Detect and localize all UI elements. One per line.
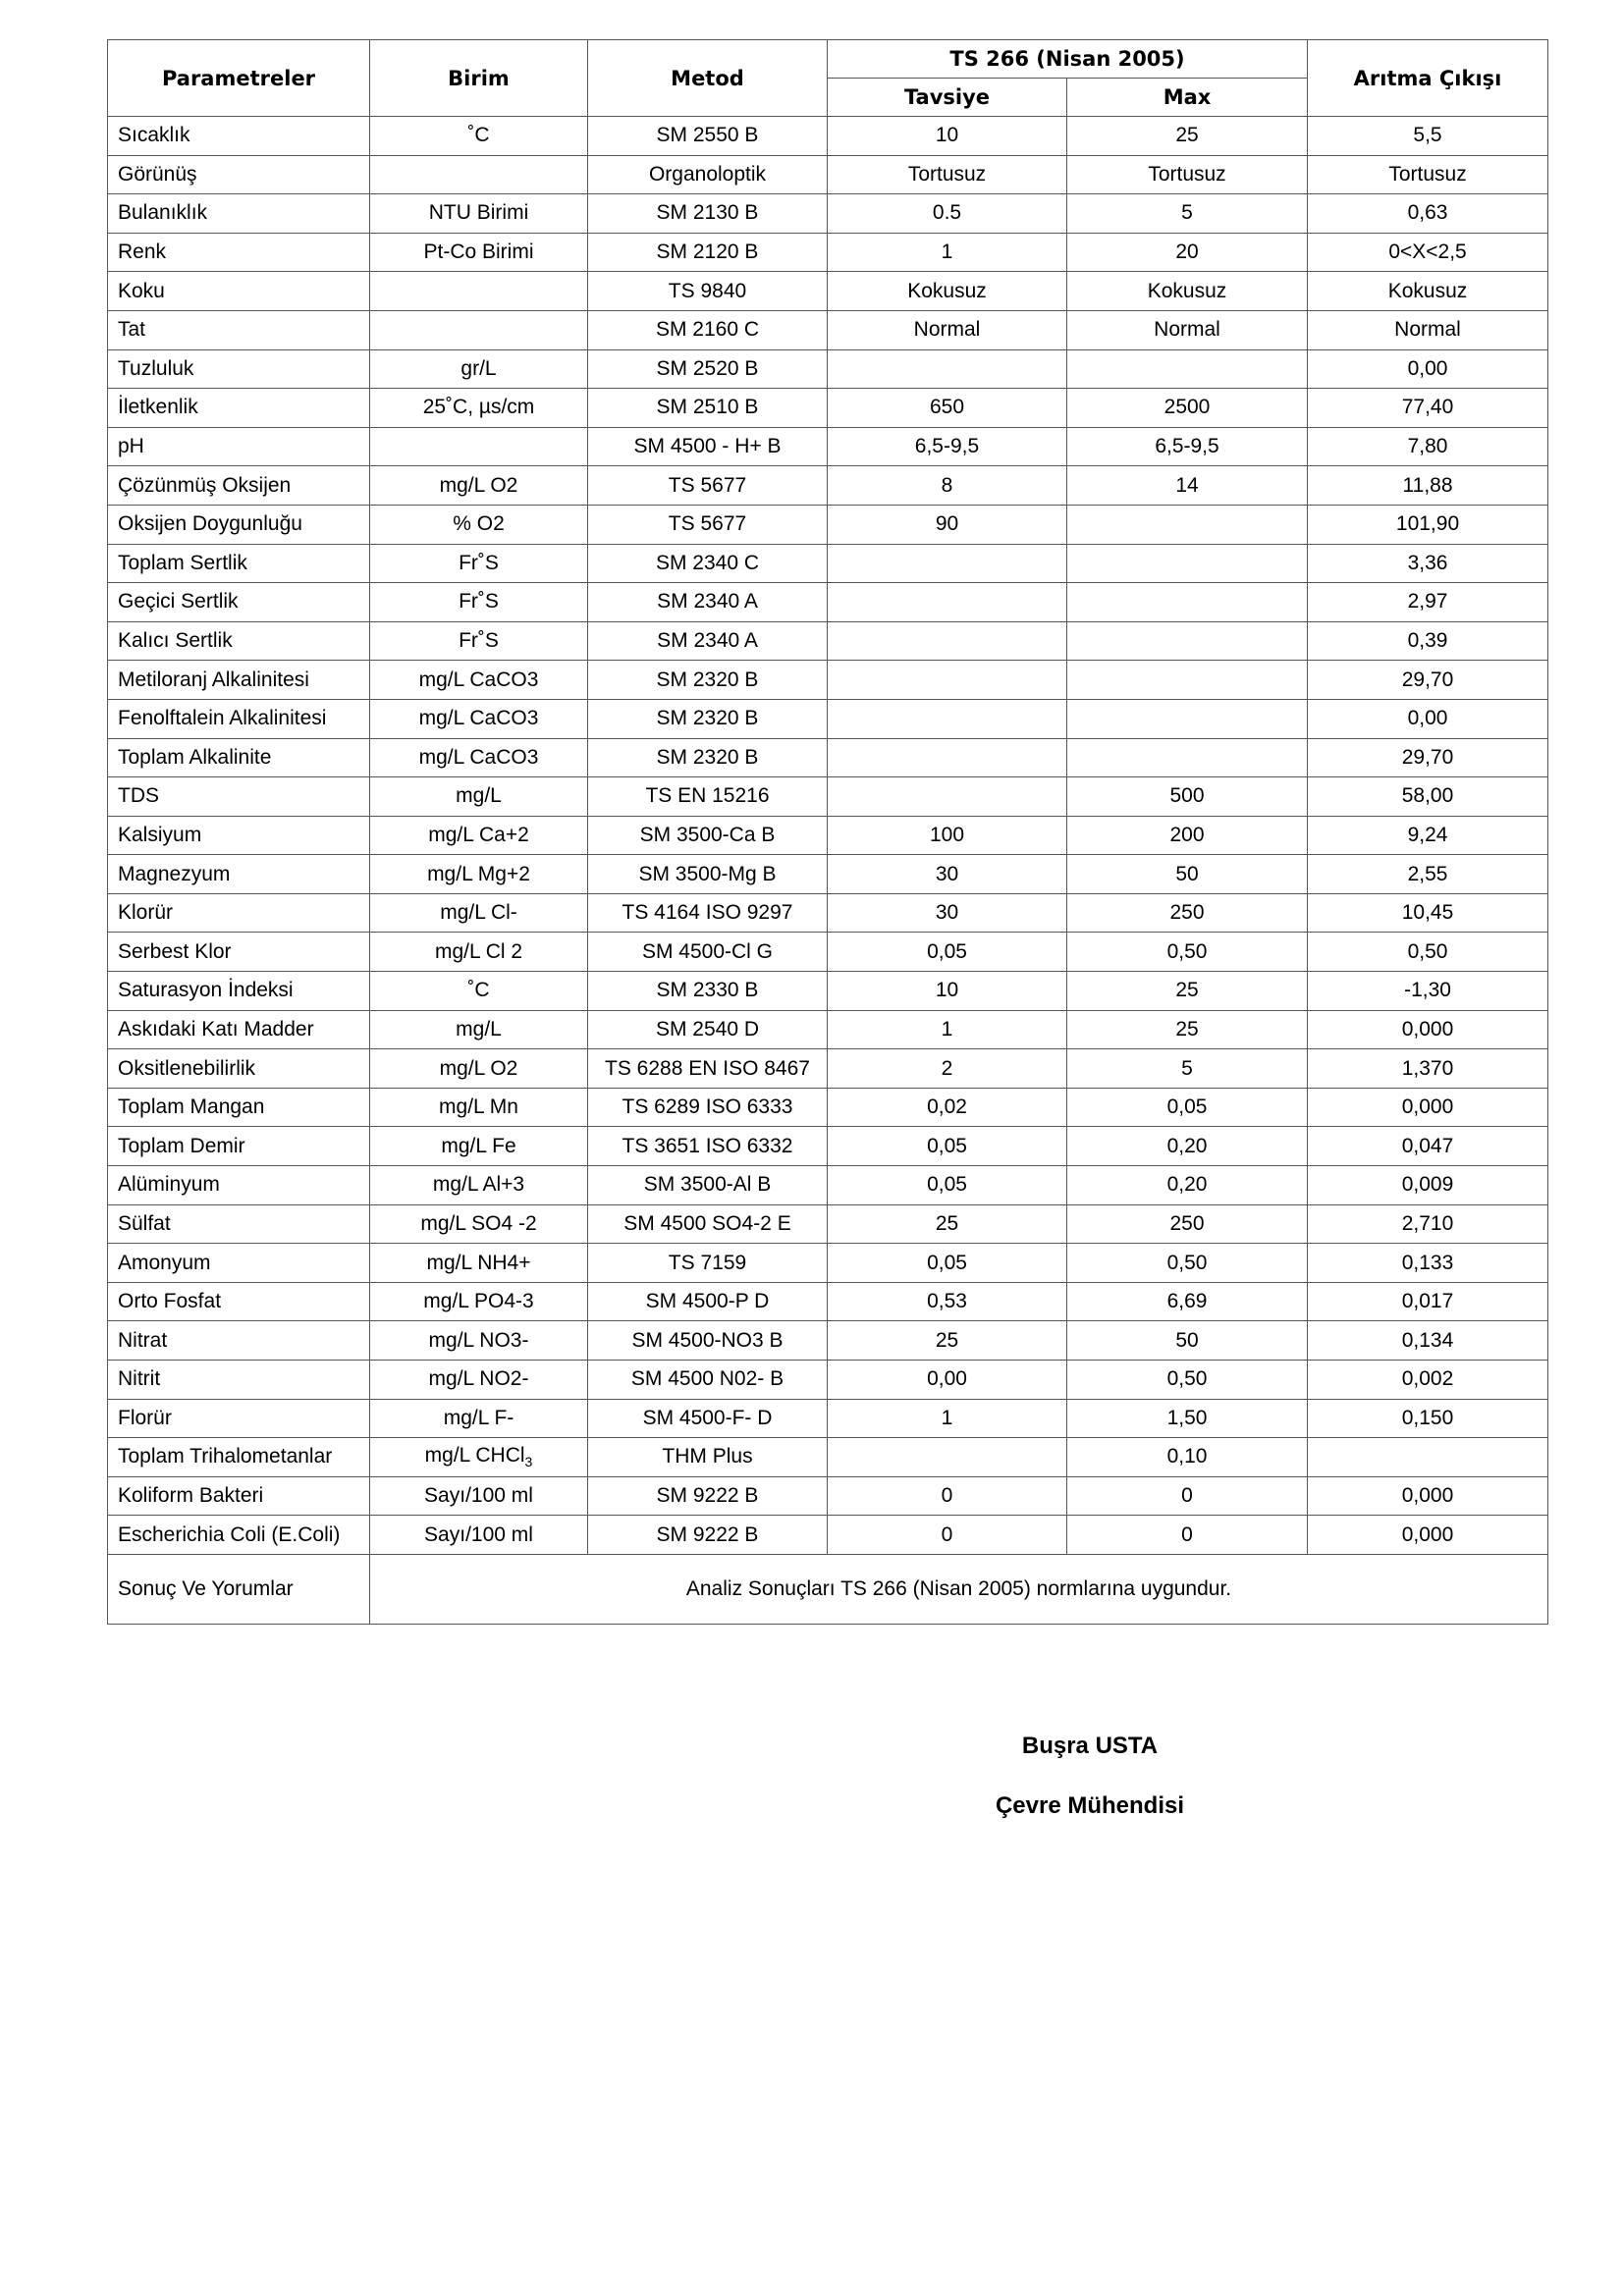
cell-parameter: Toplam Trihalometanlar: [108, 1438, 370, 1477]
cell-output: 0,000: [1308, 1088, 1548, 1127]
table-row: [108, 1438, 1548, 1477]
cell-method: SM 4500 N02- B: [588, 1361, 828, 1400]
col-header-unit: Birim: [370, 40, 588, 117]
cell-parameter: Toplam Mangan: [108, 1088, 370, 1127]
table-row: [108, 855, 1548, 894]
signature-title: Çevre Mühendisi: [995, 1792, 1185, 1819]
cell-parameter: Oksitlenebilirlik: [108, 1049, 370, 1089]
cell-output: 0,002: [1308, 1361, 1548, 1400]
cell-method: TS EN 15216: [588, 777, 828, 817]
table-row: [108, 661, 1548, 700]
table-row: [108, 233, 1548, 272]
cell-recommended: [828, 1438, 1067, 1477]
cell-unit: % O2: [370, 505, 588, 544]
table-row: [108, 933, 1548, 972]
cell-recommended: 8: [828, 466, 1067, 506]
cell-method: SM 9222 B: [588, 1476, 828, 1516]
cell-unit: Fr˚S: [370, 621, 588, 661]
cell-parameter: Sülfat: [108, 1204, 370, 1244]
cell-output: 0,000: [1308, 1476, 1548, 1516]
cell-max: 50: [1067, 1321, 1308, 1361]
table-row: [108, 777, 1548, 817]
cell-recommended: 0,02: [828, 1088, 1067, 1127]
cell-max: 0,50: [1067, 933, 1308, 972]
result-row: [108, 1554, 1548, 1624]
cell-output: 29,70: [1308, 661, 1548, 700]
cell-max: 14: [1067, 466, 1308, 506]
cell-method: SM 2340 C: [588, 544, 828, 583]
cell-method: TS 9840: [588, 272, 828, 311]
cell-method: TS 6288 EN ISO 8467: [588, 1049, 828, 1089]
col-header-max: Max: [1067, 79, 1308, 117]
cell-unit: Sayı/100 ml: [370, 1476, 588, 1516]
cell-unit: mg/L CaCO3: [370, 738, 588, 777]
cell-unit: mg/L O2: [370, 466, 588, 506]
cell-recommended: [828, 583, 1067, 622]
cell-method: SM 2330 B: [588, 972, 828, 1011]
cell-parameter: Metiloranj Alkalinitesi: [108, 661, 370, 700]
cell-max: 0: [1067, 1476, 1308, 1516]
cell-parameter: Kalıcı Sertlik: [108, 621, 370, 661]
cell-output: 0,00: [1308, 349, 1548, 389]
cell-output: Normal: [1308, 310, 1548, 349]
table-row: [108, 972, 1548, 1011]
cell-method: SM 4500 - H+ B: [588, 427, 828, 466]
cell-unit: mg/L CaCO3: [370, 661, 588, 700]
cell-max: Tortusuz: [1067, 155, 1308, 194]
table-row: [108, 194, 1548, 234]
cell-method: SM 4500-Cl G: [588, 933, 828, 972]
table-row: [108, 117, 1548, 156]
cell-method: TS 3651 ISO 6332: [588, 1127, 828, 1166]
table-row: [108, 1127, 1548, 1166]
table-row: [108, 1476, 1548, 1516]
cell-max: 20: [1067, 233, 1308, 272]
cell-max: 25: [1067, 117, 1308, 156]
cell-output: 2,97: [1308, 583, 1548, 622]
cell-parameter: Tat: [108, 310, 370, 349]
cell-unit: gr/L: [370, 349, 588, 389]
cell-recommended: 10: [828, 117, 1067, 156]
cell-method: SM 2520 B: [588, 349, 828, 389]
cell-output: 11,88: [1308, 466, 1548, 506]
cell-output: 0,134: [1308, 1321, 1548, 1361]
cell-unit: mg/L NH4+: [370, 1244, 588, 1283]
cell-method: THM Plus: [588, 1438, 828, 1477]
cell-unit: mg/L CaCO3: [370, 699, 588, 738]
table-row: [108, 272, 1548, 311]
cell-unit: mg/L Al+3: [370, 1166, 588, 1205]
cell-output: 0,133: [1308, 1244, 1548, 1283]
cell-method: SM 4500-NO3 B: [588, 1321, 828, 1361]
cell-parameter: pH: [108, 427, 370, 466]
cell-output: 0<X<2,5: [1308, 233, 1548, 272]
cell-parameter: Bulanıklık: [108, 194, 370, 234]
table-row: [108, 738, 1548, 777]
cell-method: TS 5677: [588, 466, 828, 506]
cell-recommended: 25: [828, 1321, 1067, 1361]
cell-unit: [370, 310, 588, 349]
cell-recommended: Normal: [828, 310, 1067, 349]
cell-max: 250: [1067, 1204, 1308, 1244]
cell-recommended: [828, 699, 1067, 738]
cell-recommended: 0,05: [828, 933, 1067, 972]
cell-output: 0,017: [1308, 1282, 1548, 1321]
cell-method: SM 3500-Ca B: [588, 816, 828, 855]
cell-unit: mg/L NO3-: [370, 1321, 588, 1361]
cell-recommended: 30: [828, 855, 1067, 894]
cell-max: 1,50: [1067, 1399, 1308, 1438]
cell-recommended: 2: [828, 1049, 1067, 1089]
cell-method: TS 6289 ISO 6333: [588, 1088, 828, 1127]
table-row: [108, 389, 1548, 428]
result-text: Analiz Sonuçları TS 266 (Nisan 2005) normlarına uygundur.: [370, 1554, 1548, 1624]
cell-unit: ˚C: [370, 117, 588, 156]
cell-recommended: 10: [828, 972, 1067, 1011]
cell-method: SM 2340 A: [588, 621, 828, 661]
cell-method: SM 4500-P D: [588, 1282, 828, 1321]
cell-recommended: 0,05: [828, 1244, 1067, 1283]
cell-max: 0,50: [1067, 1244, 1308, 1283]
cell-max: [1067, 544, 1308, 583]
cell-unit: mg/L: [370, 777, 588, 817]
cell-unit: mg/L Ca+2: [370, 816, 588, 855]
cell-output: 0,00: [1308, 699, 1548, 738]
table-row: [108, 349, 1548, 389]
table-row: [108, 621, 1548, 661]
cell-unit: mg/L CHCl$_3$: [370, 1438, 588, 1477]
cell-method: SM 3500-Al B: [588, 1166, 828, 1205]
cell-parameter: Nitrat: [108, 1321, 370, 1361]
cell-max: [1067, 699, 1308, 738]
cell-method: SM 2550 B: [588, 117, 828, 156]
cell-method: SM 4500-F- D: [588, 1399, 828, 1438]
table-row: [108, 816, 1548, 855]
cell-output: 5,5: [1308, 117, 1548, 156]
cell-output: 2,55: [1308, 855, 1548, 894]
col-header-method: Metod: [588, 40, 828, 117]
table-row: [108, 427, 1548, 466]
cell-parameter: Saturasyon İndeksi: [108, 972, 370, 1011]
cell-parameter: Toplam Demir: [108, 1127, 370, 1166]
cell-parameter: Tuzluluk: [108, 349, 370, 389]
cell-unit: [370, 272, 588, 311]
cell-max: 500: [1067, 777, 1308, 817]
cell-recommended: 0.5: [828, 194, 1067, 234]
cell-unit: mg/L SO4 -2: [370, 1204, 588, 1244]
col-header-output: Arıtma Çıkışı: [1308, 40, 1548, 117]
cell-max: 0,05: [1067, 1088, 1308, 1127]
cell-parameter: İletkenlik: [108, 389, 370, 428]
cell-parameter: Askıdaki Katı Madder: [108, 1010, 370, 1049]
cell-recommended: 0,05: [828, 1127, 1067, 1166]
cell-output: Kokusuz: [1308, 272, 1548, 311]
cell-output: 77,40: [1308, 389, 1548, 428]
col-header-recommended: Tavsiye: [828, 79, 1067, 117]
cell-max: 0,50: [1067, 1361, 1308, 1400]
table-row: [108, 893, 1548, 933]
cell-unit: mg/L Cl-: [370, 893, 588, 933]
cell-max: 6,69: [1067, 1282, 1308, 1321]
cell-method: TS 4164 ISO 9297: [588, 893, 828, 933]
cell-max: 2500: [1067, 389, 1308, 428]
cell-recommended: 1: [828, 233, 1067, 272]
cell-parameter: Amonyum: [108, 1244, 370, 1283]
cell-unit: ˚C: [370, 972, 588, 1011]
cell-output: 29,70: [1308, 738, 1548, 777]
cell-parameter: Renk: [108, 233, 370, 272]
cell-method: SM 4500 SO4-2 E: [588, 1204, 828, 1244]
cell-parameter: TDS: [108, 777, 370, 817]
cell-recommended: 0,53: [828, 1282, 1067, 1321]
cell-recommended: 30: [828, 893, 1067, 933]
cell-unit: Fr˚S: [370, 583, 588, 622]
cell-recommended: 0: [828, 1476, 1067, 1516]
cell-recommended: 0,05: [828, 1166, 1067, 1205]
cell-parameter: Oksijen Doygunluğu: [108, 505, 370, 544]
cell-max: 0,10: [1067, 1438, 1308, 1477]
cell-output: 10,45: [1308, 893, 1548, 933]
cell-max: Kokusuz: [1067, 272, 1308, 311]
cell-max: 5: [1067, 194, 1308, 234]
cell-recommended: 0,00: [828, 1361, 1067, 1400]
table-row: [108, 1282, 1548, 1321]
cell-parameter: Koku: [108, 272, 370, 311]
cell-method: TS 5677: [588, 505, 828, 544]
cell-unit: mg/L Cl 2: [370, 933, 588, 972]
cell-parameter: Orto Fosfat: [108, 1282, 370, 1321]
cell-method: SM 9222 B: [588, 1516, 828, 1555]
cell-unit: 25˚C, µs/cm: [370, 389, 588, 428]
table-row: [108, 1166, 1548, 1205]
cell-max: [1067, 738, 1308, 777]
table-row: [108, 583, 1548, 622]
header-row-1: [108, 40, 1548, 79]
cell-max: 0: [1067, 1516, 1308, 1555]
cell-output: 101,90: [1308, 505, 1548, 544]
cell-max: 25: [1067, 972, 1308, 1011]
cell-method: SM 2320 B: [588, 738, 828, 777]
cell-recommended: 650: [828, 389, 1067, 428]
cell-unit: [370, 427, 588, 466]
cell-output: 0,000: [1308, 1516, 1548, 1555]
cell-output: [1308, 1438, 1548, 1477]
cell-method: SM 2340 A: [588, 583, 828, 622]
cell-max: 0,20: [1067, 1127, 1308, 1166]
cell-max: [1067, 505, 1308, 544]
cell-method: SM 2120 B: [588, 233, 828, 272]
table-row: [108, 1399, 1548, 1438]
table-row: [108, 1010, 1548, 1049]
cell-unit: NTU Birimi: [370, 194, 588, 234]
cell-output: 58,00: [1308, 777, 1548, 817]
cell-output: 0,047: [1308, 1127, 1548, 1166]
cell-recommended: [828, 621, 1067, 661]
table-body: [108, 117, 1548, 1555]
table-row: [108, 1244, 1548, 1283]
cell-max: 250: [1067, 893, 1308, 933]
cell-output: 0,000: [1308, 1010, 1548, 1049]
cell-unit: mg/L PO4-3: [370, 1282, 588, 1321]
cell-max: 5: [1067, 1049, 1308, 1089]
col-header-standard: TS 266 (Nisan 2005): [828, 40, 1308, 79]
table-row: [108, 505, 1548, 544]
cell-output: 7,80: [1308, 427, 1548, 466]
cell-unit: mg/L O2: [370, 1049, 588, 1089]
cell-method: SM 2320 B: [588, 661, 828, 700]
cell-recommended: 100: [828, 816, 1067, 855]
cell-parameter: Fenolftalein Alkalinitesi: [108, 699, 370, 738]
cell-method: SM 3500-Mg B: [588, 855, 828, 894]
cell-parameter: Alüminyum: [108, 1166, 370, 1205]
cell-recommended: [828, 544, 1067, 583]
cell-unit: mg/L NO2-: [370, 1361, 588, 1400]
cell-parameter: Florür: [108, 1399, 370, 1438]
cell-unit: Fr˚S: [370, 544, 588, 583]
cell-parameter: Toplam Sertlik: [108, 544, 370, 583]
table-row: [108, 1321, 1548, 1361]
cell-output: 1,370: [1308, 1049, 1548, 1089]
cell-method: SM 2540 D: [588, 1010, 828, 1049]
result-label: Sonuç Ve Yorumlar: [108, 1554, 370, 1624]
cell-unit: mg/L Mg+2: [370, 855, 588, 894]
cell-output: Tortusuz: [1308, 155, 1548, 194]
cell-parameter: Koliform Bakteri: [108, 1476, 370, 1516]
cell-parameter: Toplam Alkalinite: [108, 738, 370, 777]
table-row: [108, 1361, 1548, 1400]
cell-parameter: Çözünmüş Oksijen: [108, 466, 370, 506]
cell-parameter: Sıcaklık: [108, 117, 370, 156]
cell-recommended: Kokusuz: [828, 272, 1067, 311]
cell-output: 0,50: [1308, 933, 1548, 972]
cell-parameter: Klorür: [108, 893, 370, 933]
cell-output: 3,36: [1308, 544, 1548, 583]
cell-max: [1067, 621, 1308, 661]
cell-method: SM 2510 B: [588, 389, 828, 428]
cell-unit: Sayı/100 ml: [370, 1516, 588, 1555]
cell-recommended: 25: [828, 1204, 1067, 1244]
table-row: [108, 699, 1548, 738]
cell-max: 6,5-9,5: [1067, 427, 1308, 466]
table-row: [108, 544, 1548, 583]
cell-output: 9,24: [1308, 816, 1548, 855]
cell-recommended: [828, 738, 1067, 777]
cell-recommended: 1: [828, 1010, 1067, 1049]
cell-unit: [370, 155, 588, 194]
cell-recommended: 0: [828, 1516, 1067, 1555]
cell-max: 25: [1067, 1010, 1308, 1049]
table-row: [108, 1516, 1548, 1555]
cell-output: -1,30: [1308, 972, 1548, 1011]
signature-name: Buşra USTA: [1021, 1733, 1159, 1759]
cell-unit: mg/L Mn: [370, 1088, 588, 1127]
table-row: [108, 466, 1548, 506]
cell-max: [1067, 583, 1308, 622]
cell-output: 0,150: [1308, 1399, 1548, 1438]
cell-recommended: [828, 777, 1067, 817]
cell-method: TS 7159: [588, 1244, 828, 1283]
cell-method: SM 2160 C: [588, 310, 828, 349]
cell-output: 2,710: [1308, 1204, 1548, 1244]
cell-recommended: 1: [828, 1399, 1067, 1438]
cell-max: 50: [1067, 855, 1308, 894]
cell-recommended: Tortusuz: [828, 155, 1067, 194]
cell-max: 200: [1067, 816, 1308, 855]
cell-parameter: Magnezyum: [108, 855, 370, 894]
cell-unit: mg/L Fe: [370, 1127, 588, 1166]
cell-method: Organoloptik: [588, 155, 828, 194]
table-row: [108, 1049, 1548, 1089]
table-row: [108, 1204, 1548, 1244]
cell-output: 0,39: [1308, 621, 1548, 661]
cell-parameter: Escherichia Coli (E.Coli): [108, 1516, 370, 1555]
cell-max: 0,20: [1067, 1166, 1308, 1205]
analysis-table: [107, 39, 1548, 1625]
cell-unit: mg/L F-: [370, 1399, 588, 1438]
cell-parameter: Kalsiyum: [108, 816, 370, 855]
cell-output: 0,63: [1308, 194, 1548, 234]
cell-output: 0,009: [1308, 1166, 1548, 1205]
cell-unit: mg/L: [370, 1010, 588, 1049]
cell-recommended: [828, 661, 1067, 700]
cell-recommended: 6,5-9,5: [828, 427, 1067, 466]
cell-max: Normal: [1067, 310, 1308, 349]
cell-recommended: [828, 349, 1067, 389]
cell-max: [1067, 661, 1308, 700]
table-row: [108, 310, 1548, 349]
cell-unit: Pt-Co Birimi: [370, 233, 588, 272]
cell-recommended: 90: [828, 505, 1067, 544]
cell-method: SM 2320 B: [588, 699, 828, 738]
cell-parameter: Serbest Klor: [108, 933, 370, 972]
cell-method: SM 2130 B: [588, 194, 828, 234]
col-header-parameter: Parametreler: [108, 40, 370, 117]
table-row: [108, 1088, 1548, 1127]
table-row: [108, 155, 1548, 194]
cell-parameter: Görünüş: [108, 155, 370, 194]
cell-parameter: Geçici Sertlik: [108, 583, 370, 622]
cell-max: [1067, 349, 1308, 389]
cell-parameter: Nitrit: [108, 1361, 370, 1400]
